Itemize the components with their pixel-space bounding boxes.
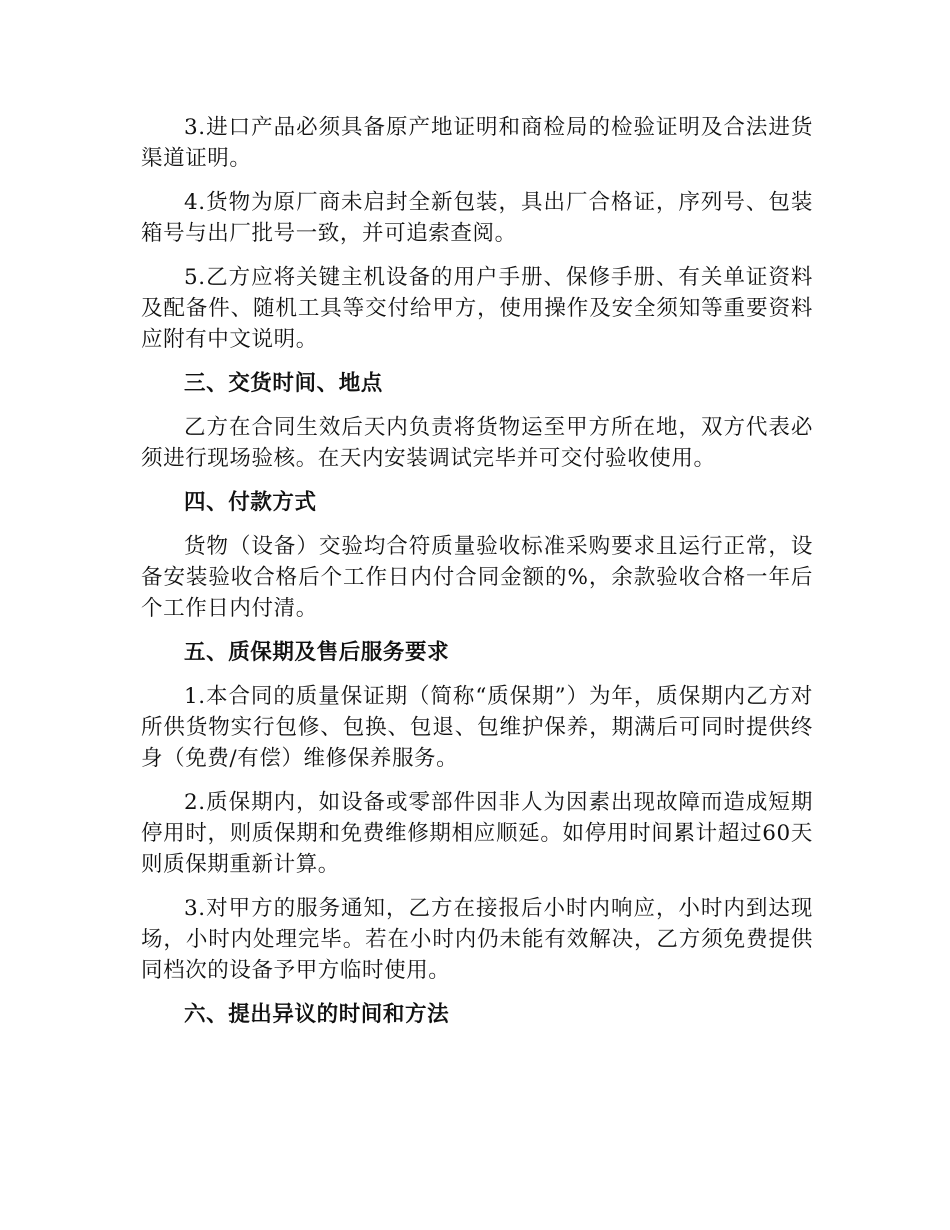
warranty-clause-2: 2.质保期内，如设备或零部件因非人为因素出现故障而造成短期停用时，则质保期和免费维修期相应顺延。如停用时间累计超过60天则质保期重新计算。: [141, 790, 813, 877]
delivery-paragraph: 乙方在合同生效后天内负责将货物运至甲方所在地，双方代表必须进行现场验核。在天内安装调试完毕并可交付验收使用。: [141, 415, 813, 471]
section-heading-warranty: 五、质保期及售后服务要求: [184, 640, 450, 665]
warranty-clause-1: 1.本合同的质量保证期（简称“质保期”）为年，质保期内乙方对所供货物实行包修、包换、包退、包维护保养，期满后可同时提供终身（免费/有偿）维修保养服务。: [141, 684, 813, 771]
clause-4-original-packaging: 4.货物为原厂商未启封全新包装，具出厂合格证，序列号、包装箱号与出厂批号一致，并可追索查阅。: [141, 190, 813, 246]
clause-5-manuals-and-accessories: 5.乙方应将关键主机设备的用户手册、保修手册、有关单证资料及配备件、随机工具等交付给甲方，使用操作及安全须知等重要资料应附有中文说明。: [141, 265, 813, 352]
section-heading-objections: 六、提出异议的时间和方法: [184, 1002, 450, 1027]
clause-3-import-certificates: 3.进口产品必须具备原产地证明和商检局的检验证明及合法进货渠道证明。: [141, 115, 813, 171]
section-heading-payment: 四、付款方式: [184, 490, 317, 515]
section-heading-delivery: 三、交货时间、地点: [184, 371, 383, 396]
payment-paragraph: 货物（设备）交验均合符质量验收标准采购要求且运行正常，设备安装验收合格后个工作日内付合同金额的%，余款验收合格一年后个工作日内付清。: [141, 534, 813, 621]
warranty-clause-3: 3.对甲方的服务通知，乙方在接报后小时内响应，小时内到达现场，小时内处理完毕。若在小时内仍未能有效解决，乙方须免费提供同档次的设备予甲方临时使用。: [141, 896, 813, 983]
document-page: [141, 112, 813, 1043]
